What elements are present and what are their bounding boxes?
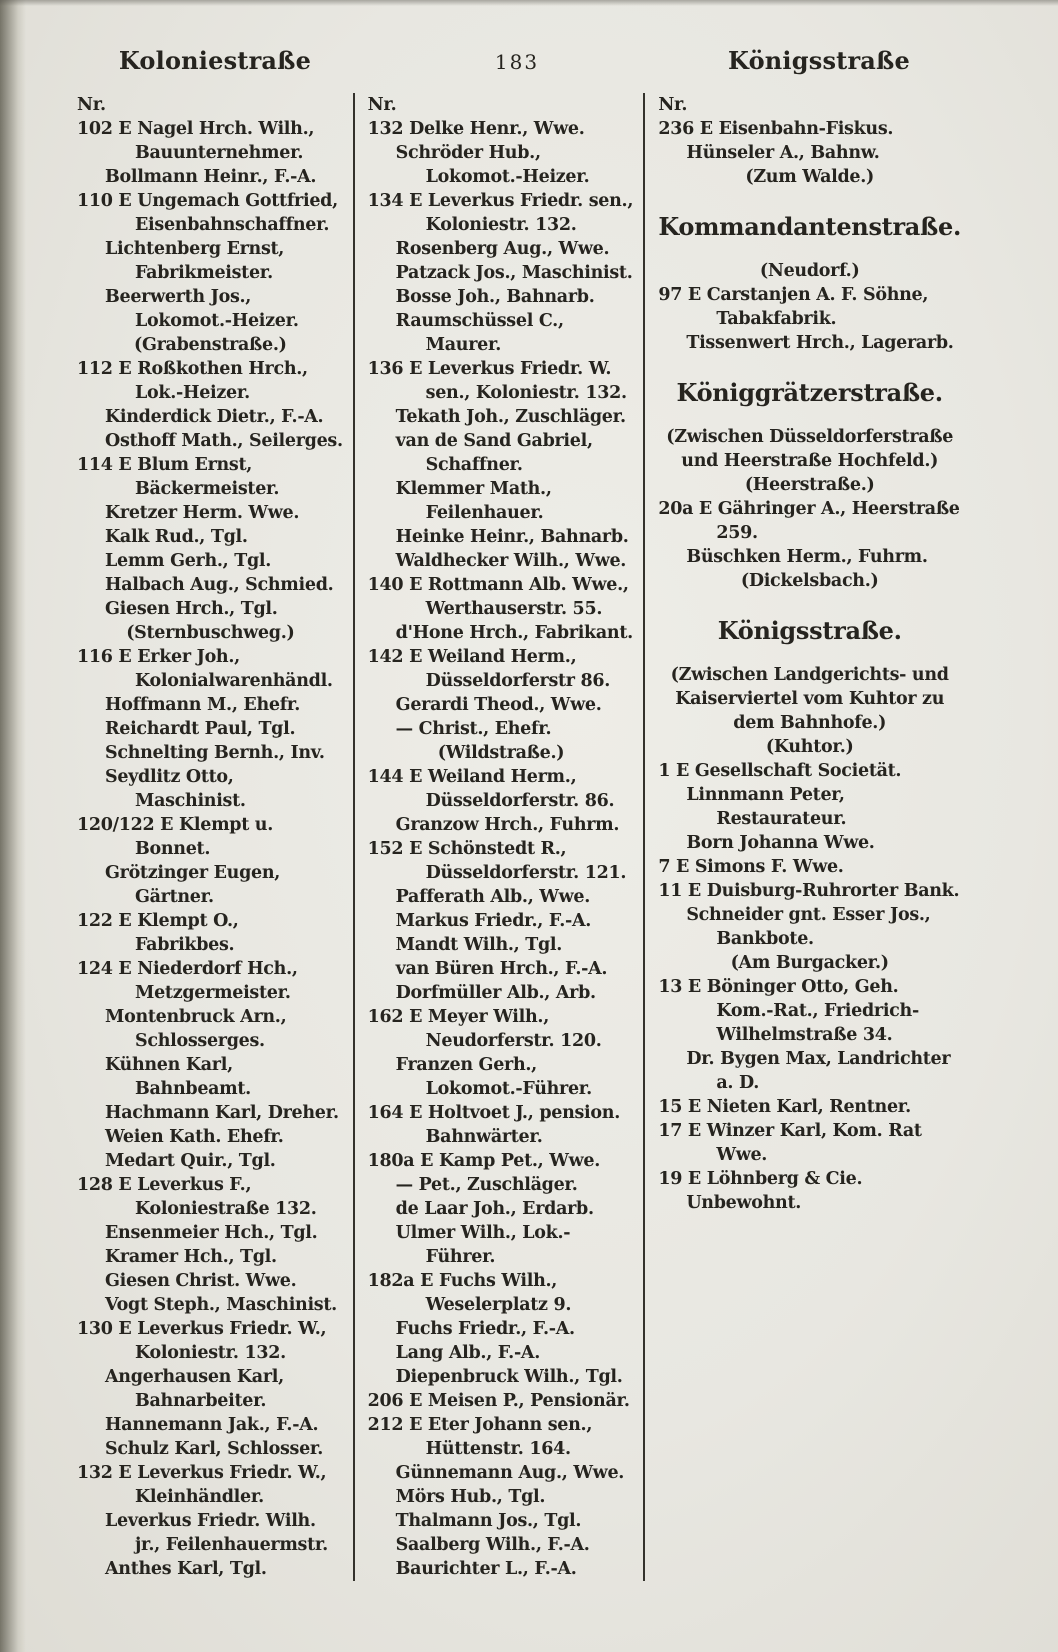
- resident-line: Anthes Karl, Tgl.: [105, 1559, 267, 1579]
- resident-line: Tissenwert Hrch., Lagerarb.: [686, 333, 954, 353]
- header-street-right: Königsstraße: [728, 46, 910, 75]
- resident-line: Dr. Bygen Max, Landrichter a. D.: [686, 1049, 951, 1093]
- resident-line: Giesen Christ. Wwe.: [105, 1271, 297, 1291]
- directory-entry: 124 E Niederdorf Hch., Metzgermeister.: [77, 959, 298, 1003]
- resident-line: Diepenbruck Wilh., Tgl.: [395, 1367, 623, 1387]
- resident-line: Schulz Karl, Schlosser.: [105, 1439, 324, 1459]
- resident-line: Bosse Joh., Bahnarb.: [395, 287, 595, 307]
- directory-entry: 142 E Weiland Herm., Düsseldorferstr 86.: [367, 647, 611, 691]
- resident-line: Hachmann Karl, Dreher.: [105, 1103, 339, 1123]
- resident-line: — Christ., Ehefr.: [395, 719, 552, 739]
- street-note: (Heerstraße.): [744, 475, 875, 495]
- resident-line: Kramer Hch., Tgl.: [105, 1247, 277, 1267]
- resident-line: van de Sand Gabriel, Schaffner.: [395, 431, 593, 475]
- street-note: (Zwischen Düsseldorferstraße und Heerstraße Hochfeld.): [666, 427, 954, 471]
- resident-line: Unbewohnt.: [686, 1193, 802, 1213]
- resident-line: Seydlitz Otto, Maschinist.: [105, 767, 246, 811]
- page-top-shadow: [0, 0, 1058, 6]
- resident-line: Schröder Hub., Lokomot.-Heizer.: [395, 143, 590, 187]
- resident-line: Fuchs Friedr., F.-A.: [395, 1319, 575, 1339]
- resident-line: Heinke Heinr., Bahnarb.: [395, 527, 629, 547]
- street-note: (Grabenstraße.): [133, 335, 287, 355]
- resident-line: Linnmann Peter, Restaurateur.: [686, 785, 847, 829]
- resident-line: Thalmann Jos., Tgl.: [395, 1511, 582, 1531]
- resident-line: d'Hone Hrch., Fabrikant.: [395, 623, 633, 643]
- resident-line: Franzen Gerh., Lokomot.-Führer.: [395, 1055, 592, 1099]
- resident-line: Büschken Herm., Fuhrm.: [686, 547, 928, 567]
- directory-entry: 136 E Leverkus Friedr. W. sen., Koloniestr. 132.: [367, 359, 627, 403]
- directory-entry: 128 E Leverkus F., Koloniestraße 132.: [77, 1175, 317, 1219]
- resident-line: Pafferath Alb., Wwe.: [395, 887, 591, 907]
- street-note: (Neudorf.): [759, 261, 860, 281]
- street-note: (Zwischen Landgerichts- und Kaiserviertel vom Kuhtor zu dem Bahnhofe.): [670, 665, 949, 733]
- resident-line: Beerwerth Jos., Lokomot.-Heizer.: [105, 287, 299, 331]
- column-number-label: Nr.: [367, 95, 397, 115]
- resident-line: Medart Quir., Tgl.: [105, 1151, 276, 1171]
- directory-entry: 7 E Simons F. Wwe.: [658, 857, 844, 877]
- resident-line: Granzow Hrch., Fuhrm.: [395, 815, 620, 835]
- resident-line: Kretzer Herm. Wwe.: [105, 503, 300, 523]
- resident-line: Günnemann Aug., Wwe.: [395, 1463, 625, 1483]
- resident-line: Born Johanna Wwe.: [686, 833, 875, 853]
- resident-line: Hoffmann M., Ehefr.: [105, 695, 301, 715]
- street-note: (Dickelsbach.): [740, 571, 879, 591]
- resident-line: Tekath Joh., Zuschläger.: [395, 407, 626, 427]
- directory-entry: 13 E Böninger Otto, Geh. Kom.-Rat., Friedrich-Wilhelmstraße 34.: [658, 977, 919, 1045]
- directory-entry: 164 E Holtvoet J., pension. Bahnwärter.: [367, 1103, 620, 1147]
- resident-line: Baurichter L., F.-A.: [395, 1559, 577, 1579]
- resident-line: Vogt Steph., Maschinist.: [105, 1295, 337, 1315]
- street-note: (Sternbuschweg.): [126, 623, 295, 643]
- resident-line: Halbach Aug., Schmied.: [105, 575, 334, 595]
- directory-entry: 152 E Schönstedt R., Düsseldorferstr. 121.: [367, 839, 627, 883]
- resident-line: Patzack Jos., Maschinist.: [395, 263, 633, 283]
- column-number-label: Nr.: [77, 95, 106, 115]
- column-number-label: Nr.: [658, 95, 688, 115]
- directory-entry: 180a E Kamp Pet., Wwe.: [367, 1151, 600, 1171]
- directory-entry: 20a E Gähringer A., Heerstraße 259.: [658, 499, 960, 543]
- directory-entry: 120/122 E Klempt u. Bonnet.: [77, 815, 274, 859]
- directory-entry: 132 Delke Henr., Wwe.: [367, 119, 585, 139]
- directory-entry: 15 E Nieten Karl, Rentner.: [658, 1097, 911, 1117]
- resident-line: Markus Friedr., F.-A.: [395, 911, 592, 931]
- street-note: (Am Burgacker.): [730, 953, 889, 973]
- resident-line: Schnelting Bernh., Inv.: [105, 743, 325, 763]
- resident-line: Saalberg Wilh., F.-A.: [395, 1535, 590, 1555]
- directory-entry: 122 E Klempt O., Fabrikbes.: [77, 911, 239, 955]
- resident-line: Osthoff Math., Seilerges.: [105, 431, 343, 451]
- street-note: (Wildstraße.): [437, 743, 565, 763]
- resident-line: Ulmer Wilh., Lok.-Führer.: [395, 1223, 571, 1267]
- directory-entry: 162 E Meyer Wilh., Neudorferstr. 120.: [367, 1007, 602, 1051]
- directory-entry: 140 E Rottmann Alb. Wwe., Werthauserstr. 55.: [367, 575, 629, 619]
- directory-entry: 116 E Erker Joh., Kolonialwarenhändl.: [77, 647, 333, 691]
- resident-line: Angerhausen Karl, Bahnarbeiter.: [105, 1367, 284, 1411]
- resident-line: Gerardi Theod., Wwe.: [395, 695, 602, 715]
- header-street-left: Koloniestraße: [118, 46, 312, 75]
- resident-line: Grötzinger Eugen, Gärtner.: [105, 863, 281, 907]
- resident-line: Lemm Gerh., Tgl.: [105, 551, 272, 571]
- resident-line: Waldhecker Wilh., Wwe.: [395, 551, 627, 571]
- resident-line: Giesen Hrch., Tgl.: [105, 599, 278, 619]
- resident-line: Lang Alb., F.-A.: [395, 1343, 540, 1363]
- resident-line: Hannemann Jak., F.-A.: [105, 1415, 319, 1435]
- directory-entry: 1 E Gesellschaft Societät.: [658, 761, 902, 781]
- street-note: (Kuhtor.): [765, 737, 854, 757]
- resident-line: Lichtenberg Ernst, Fabrikmeister.: [105, 239, 285, 283]
- resident-line: Hünseler A., Bahnw.: [686, 143, 880, 163]
- directory-entry: 102 E Nagel Hrch. Wilh., Bauunternehmer.: [77, 119, 315, 163]
- page-number: 183: [494, 50, 540, 74]
- resident-line: Schneider gnt. Esser Jos., Bankbote.: [686, 905, 931, 949]
- directory-entry: 17 E Winzer Karl, Kom. Rat Wwe.: [658, 1121, 922, 1165]
- directory-entry: 236 E Eisenbahn-Fiskus.: [658, 119, 894, 139]
- directory-entry: 132 E Leverkus Friedr. W., Kleinhändler.: [77, 1463, 327, 1507]
- directory-columns: [64, 93, 970, 1581]
- directory-entry: 182a E Fuchs Wilh., Weselerplatz 9.: [367, 1271, 572, 1315]
- page-header: [64, 46, 970, 75]
- directory-entry: 206 E Meisen P., Pensionär.: [367, 1391, 630, 1411]
- column-1: [64, 93, 353, 1581]
- directory-entry: 212 E Eter Johann sen., Hüttenstr. 164.: [367, 1415, 593, 1459]
- resident-line: Leverkus Friedr. Wilh. jr., Feilenhauermstr.: [105, 1511, 328, 1555]
- directory-entry: 144 E Weiland Herm., Düsseldorferstr. 86.: [367, 767, 615, 811]
- directory-entry: 134 E Leverkus Friedr. sen., Koloniestr. 132.: [367, 191, 634, 235]
- resident-line: Klemmer Math., Feilenhauer.: [395, 479, 552, 523]
- resident-line: Ensenmeier Hch., Tgl.: [105, 1223, 318, 1243]
- resident-line: Kinderdick Dietr., F.-A.: [105, 407, 324, 427]
- resident-line: Montenbruck Arn., Schlosserges.: [105, 1007, 287, 1051]
- resident-line: Mandt Wilh., Tgl.: [395, 935, 563, 955]
- street-note: (Zum Walde.): [745, 167, 874, 187]
- street-heading: Königsstraße.: [717, 616, 902, 645]
- resident-line: Kalk Rud., Tgl.: [105, 527, 248, 547]
- directory-entry: 112 E Roßkothen Hrch., Lok.-Heizer.: [77, 359, 308, 403]
- resident-line: Weien Kath. Ehefr.: [105, 1127, 284, 1147]
- resident-line: Mörs Hub., Tgl.: [395, 1487, 546, 1507]
- resident-line: de Laar Joh., Erdarb.: [395, 1199, 594, 1219]
- resident-line: Rosenberg Aug., Wwe.: [395, 239, 610, 259]
- directory-entry: 97 E Carstanjen A. F. Söhne, Tabakfabrik.: [658, 285, 929, 329]
- directory-entry: 130 E Leverkus Friedr. W., Koloniestr. 132.: [77, 1319, 327, 1363]
- resident-line: Kühnen Karl, Bahnbeamt.: [105, 1055, 251, 1099]
- directory-entry: 19 E Löhnberg & Cie.: [658, 1169, 863, 1189]
- resident-line: van Büren Hrch., F.-A.: [395, 959, 608, 979]
- street-heading: Kommandantenstraße.: [658, 212, 962, 241]
- resident-line: Raumschüssel C., Maurer.: [395, 311, 564, 355]
- directory-entry: 11 E Duisburg-Ruhrorter Bank.: [658, 881, 960, 901]
- binding-shadow: [0, 0, 26, 1652]
- resident-line: Bollmann Heinr., F.-A.: [105, 167, 317, 187]
- resident-line: Dorfmüller Alb., Arb.: [395, 983, 596, 1003]
- resident-line: Reichardt Paul, Tgl.: [105, 719, 296, 739]
- directory-entry: 114 E Blum Ernst, Bäckermeister.: [77, 455, 280, 499]
- resident-line: — Pet., Zuschläger.: [395, 1175, 578, 1195]
- street-heading: Königgrätzerstraße.: [676, 378, 943, 407]
- column-2: [353, 93, 644, 1581]
- directory-entry: 110 E Ungemach Gottfried, Eisenbahnschaffner.: [77, 191, 338, 235]
- column-3: [643, 93, 970, 1581]
